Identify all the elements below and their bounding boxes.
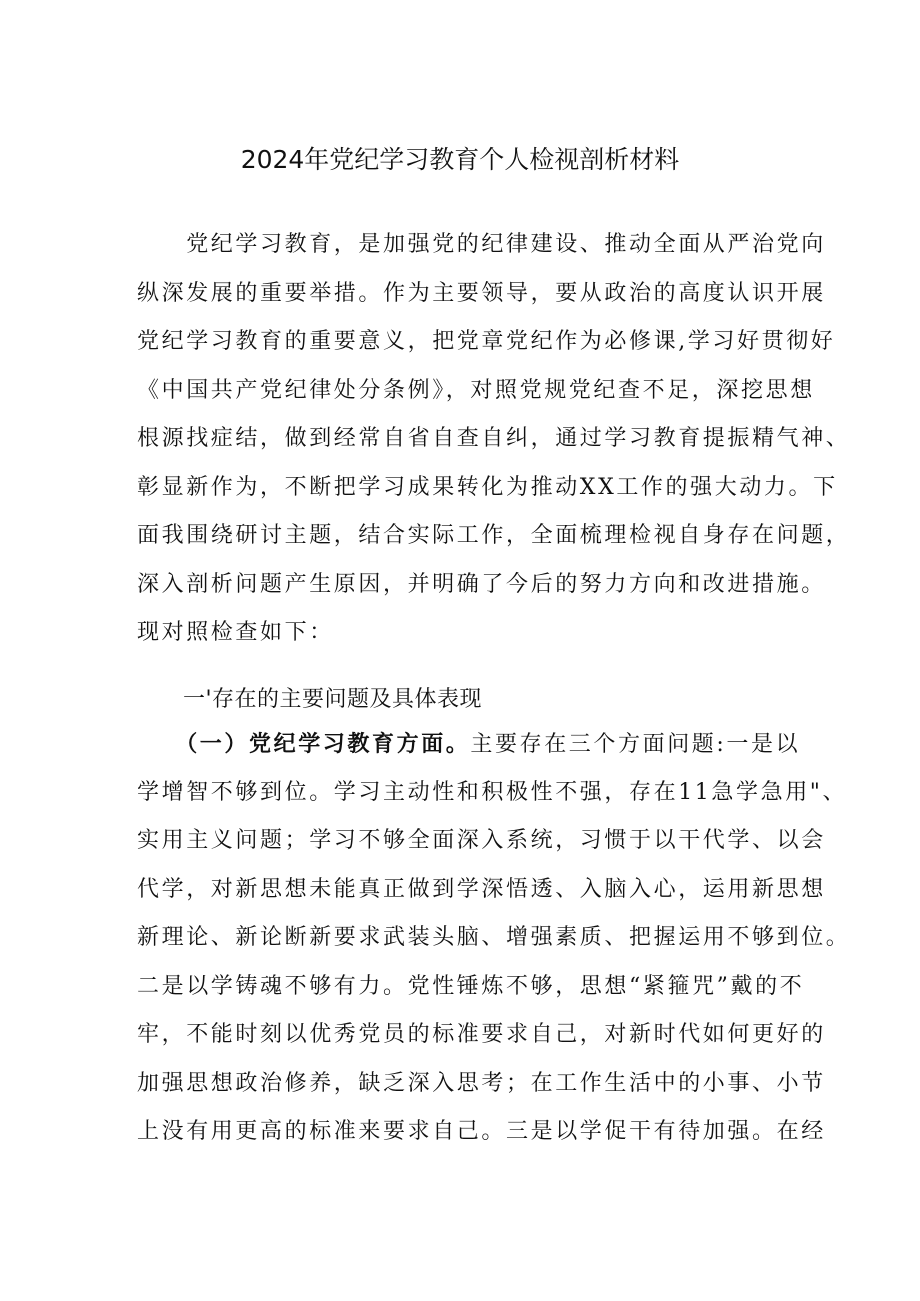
intro-line: 深入剖析问题产生原因，并明确了今后的努力方向和改进措施。	[137, 571, 826, 597]
subsection-first-line	[137, 720, 802, 769]
subsection-line: 新理论、新论断新要求武装头脑、增强素质、把握运用不够到位。	[137, 925, 851, 950]
subsection-paragraph	[137, 720, 851, 1157]
intro-line: 党纪学习教育，是加强党的纪律建设、推动全面从严治党向	[137, 232, 826, 257]
intro-line: 现对照检查如下：	[137, 620, 334, 645]
intro-line: 党纪学习教育的重要意义，把党章党纪作为必修课,学习好贯彻好	[137, 329, 836, 354]
intro-line: 彰显新作为，不断把学习成果转化为推动XX工作的强大动力。下	[137, 474, 838, 500]
subsection-lead: （一）党纪学习教育方面。	[186, 731, 471, 757]
intro-paragraph	[137, 221, 851, 658]
subsection-line: 实用主义问题；学习不够全面深入系统，习惯于以干代学、以会	[137, 828, 826, 853]
intro-line: 根源找症结，做到经常自省自查自纠，通过学习教育提振精气神、	[137, 426, 851, 451]
subsection-line: 二是以学铸魂不够有力。党性锤炼不够，思想“紧箍咒”戴的不	[137, 973, 805, 999]
section-heading: 一'存在的主要问题及具体表现	[183, 687, 483, 712]
intro-line: 面我围绕研讨主题，结合实际工作，全面梳理检视自身存在问题，	[137, 523, 851, 548]
subsection-line: 学增智不够到位。学习主动性和积极性不强，存在11急学急用"、	[137, 779, 848, 805]
subsection-line: 上没有用更高的标准来要求自己。三是以学促干有待加强。在经	[137, 1119, 826, 1144]
document-title: 2024年党纪学习教育个人检视剖析材料	[240, 145, 680, 174]
subsection-line: 牢，不能时刻以优秀党员的标准要求自己，对新时代如何更好的	[137, 1022, 826, 1047]
subsection-first-line-rest: 主要存在三个方面问题:一是以	[470, 732, 801, 757]
subsection-line: 加强思想政治修养，缺乏深入思考；在工作生活中的小事、小节	[137, 1070, 826, 1096]
intro-line: 纵深发展的重要举措。作为主要领导，要从政治的高度认识开展	[137, 280, 826, 306]
intro-line: 《中国共产党纪律处分条例》，对照党规党纪查不足，深挖思想	[137, 377, 815, 403]
subsection-line: 代学，对新思想未能真正做到学深悟透、入脑入心，运用新思想	[137, 876, 826, 902]
